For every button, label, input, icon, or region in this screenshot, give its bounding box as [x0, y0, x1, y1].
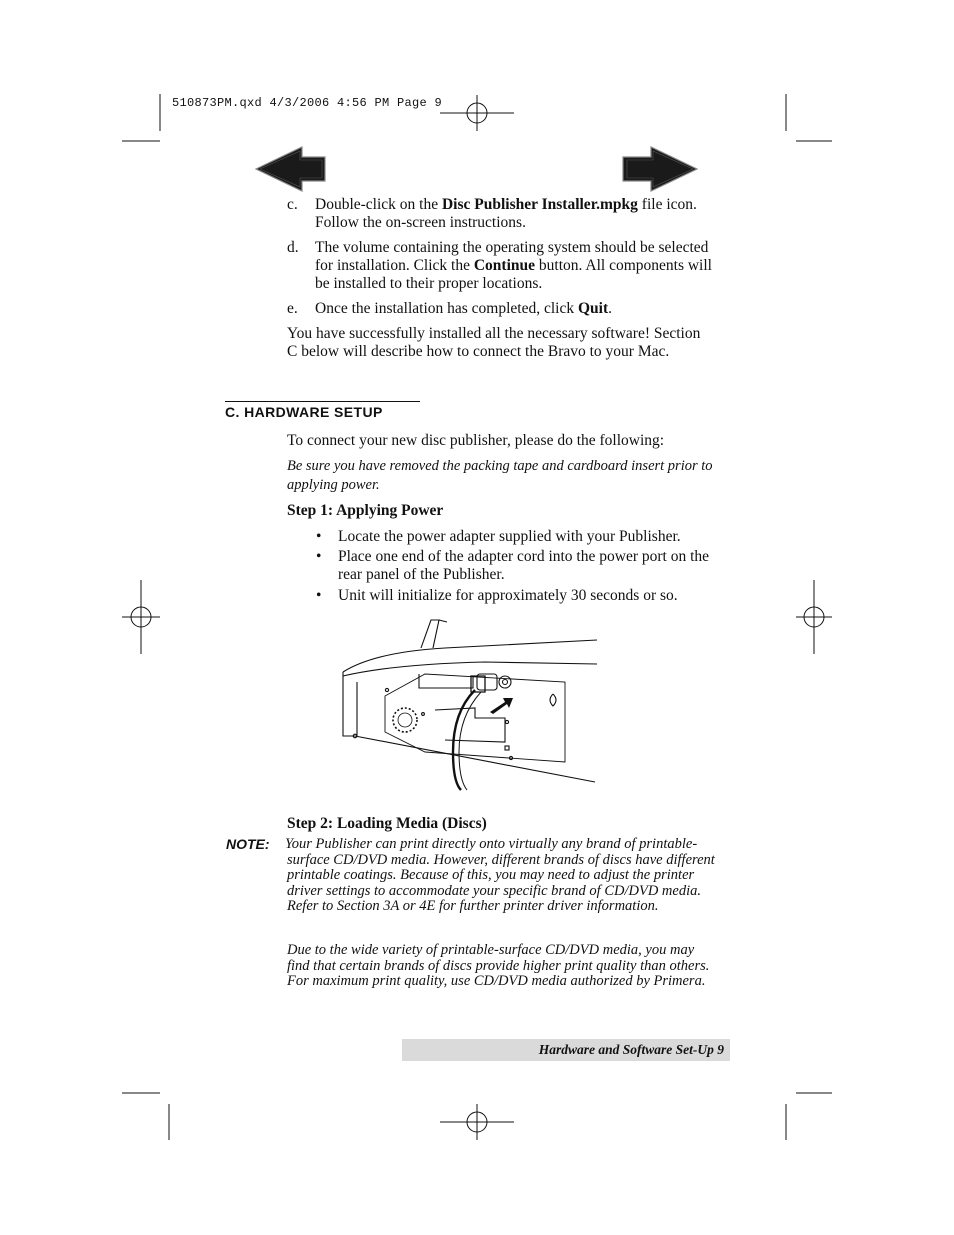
step-text: The volume containing the operating system should be selected for installation. Click the Continue button. All components will be installed to their proper locations.	[315, 239, 712, 292]
note-label: NOTE:	[226, 836, 270, 852]
bullet-item: • Place one end of the adapter cord into the power port on the rear panel of the Publisher.	[316, 548, 710, 583]
page-footer	[402, 1039, 730, 1061]
install-step-d	[287, 239, 727, 295]
caution-note: Be sure you have removed the packing tape and cardboard insert prior to applying power.	[287, 458, 713, 493]
bullet-marker: •	[316, 587, 322, 604]
step-label: c.	[287, 196, 298, 213]
install-step-e	[287, 300, 727, 320]
step-label: e.	[287, 300, 298, 317]
step-text: Once the installation has completed, click Quit.	[315, 300, 613, 317]
previous-page-button[interactable]	[254, 146, 328, 197]
bullet-item: • Unit will initialize for approximately 30 seconds or so.	[316, 587, 678, 604]
step-text: Double-click on the Disc Publisher Installer.mpkg file icon. Follow the on-screen instructions.	[315, 196, 697, 231]
arrow-right-icon	[621, 146, 699, 192]
install-step-c	[287, 196, 727, 236]
registration-target-left	[122, 580, 160, 654]
success-paragraph: You have successfully installed all the necessary software! Section C below will describe how to connect the Bravo to your Mac.	[287, 325, 701, 360]
filename-emphasis: Disc Publisher Installer.mpkg	[441, 196, 638, 213]
step-label: d.	[287, 239, 299, 256]
bullet-item: • Locate the power adapter supplied with your Publisher.	[316, 528, 681, 545]
arrow-left-icon	[254, 146, 328, 192]
note-paragraph-1: Your Publisher can print directly onto virtually any brand of printable-surface CD/DVD media. However, different brands of discs have different printable coatings. Because of this, you may need to adjust the printer driver settings to accommodate your specific brand of CD/DVD media. Refer to Section 3A or 4E for further printer driver information.	[285, 836, 715, 915]
footer-label: Hardware and Software Set-Up 9	[538, 1042, 724, 1057]
registration-target-top	[440, 95, 514, 131]
bullet-marker: •	[316, 528, 322, 545]
registration-target-bottom	[440, 1104, 514, 1140]
next-page-button[interactable]	[621, 146, 699, 197]
step1-title: Step 1: Applying Power	[287, 502, 444, 519]
bullet-marker: •	[316, 548, 322, 565]
registration-target-right	[796, 580, 832, 654]
note-paragraph-2: Due to the wide variety of printable-surface CD/DVD media, you may find that certain brands of discs provide higher print quality than others. For maximum print quality, use CD/DVD media authorized by Primera.	[287, 942, 710, 990]
quit-emphasis: Quit	[578, 300, 609, 317]
section-heading: C. HARDWARE SETUP	[225, 401, 420, 420]
section-intro: To connect your new disc publisher, please do the following:	[287, 432, 665, 449]
continue-emphasis: Continue	[473, 257, 536, 274]
print-header-stamp: 510873PM.qxd 4/3/2006 4:56 PM Page 9	[172, 96, 443, 110]
power-connection-illustration	[335, 612, 605, 792]
step2-title: Step 2: Loading Media (Discs)	[287, 815, 487, 832]
